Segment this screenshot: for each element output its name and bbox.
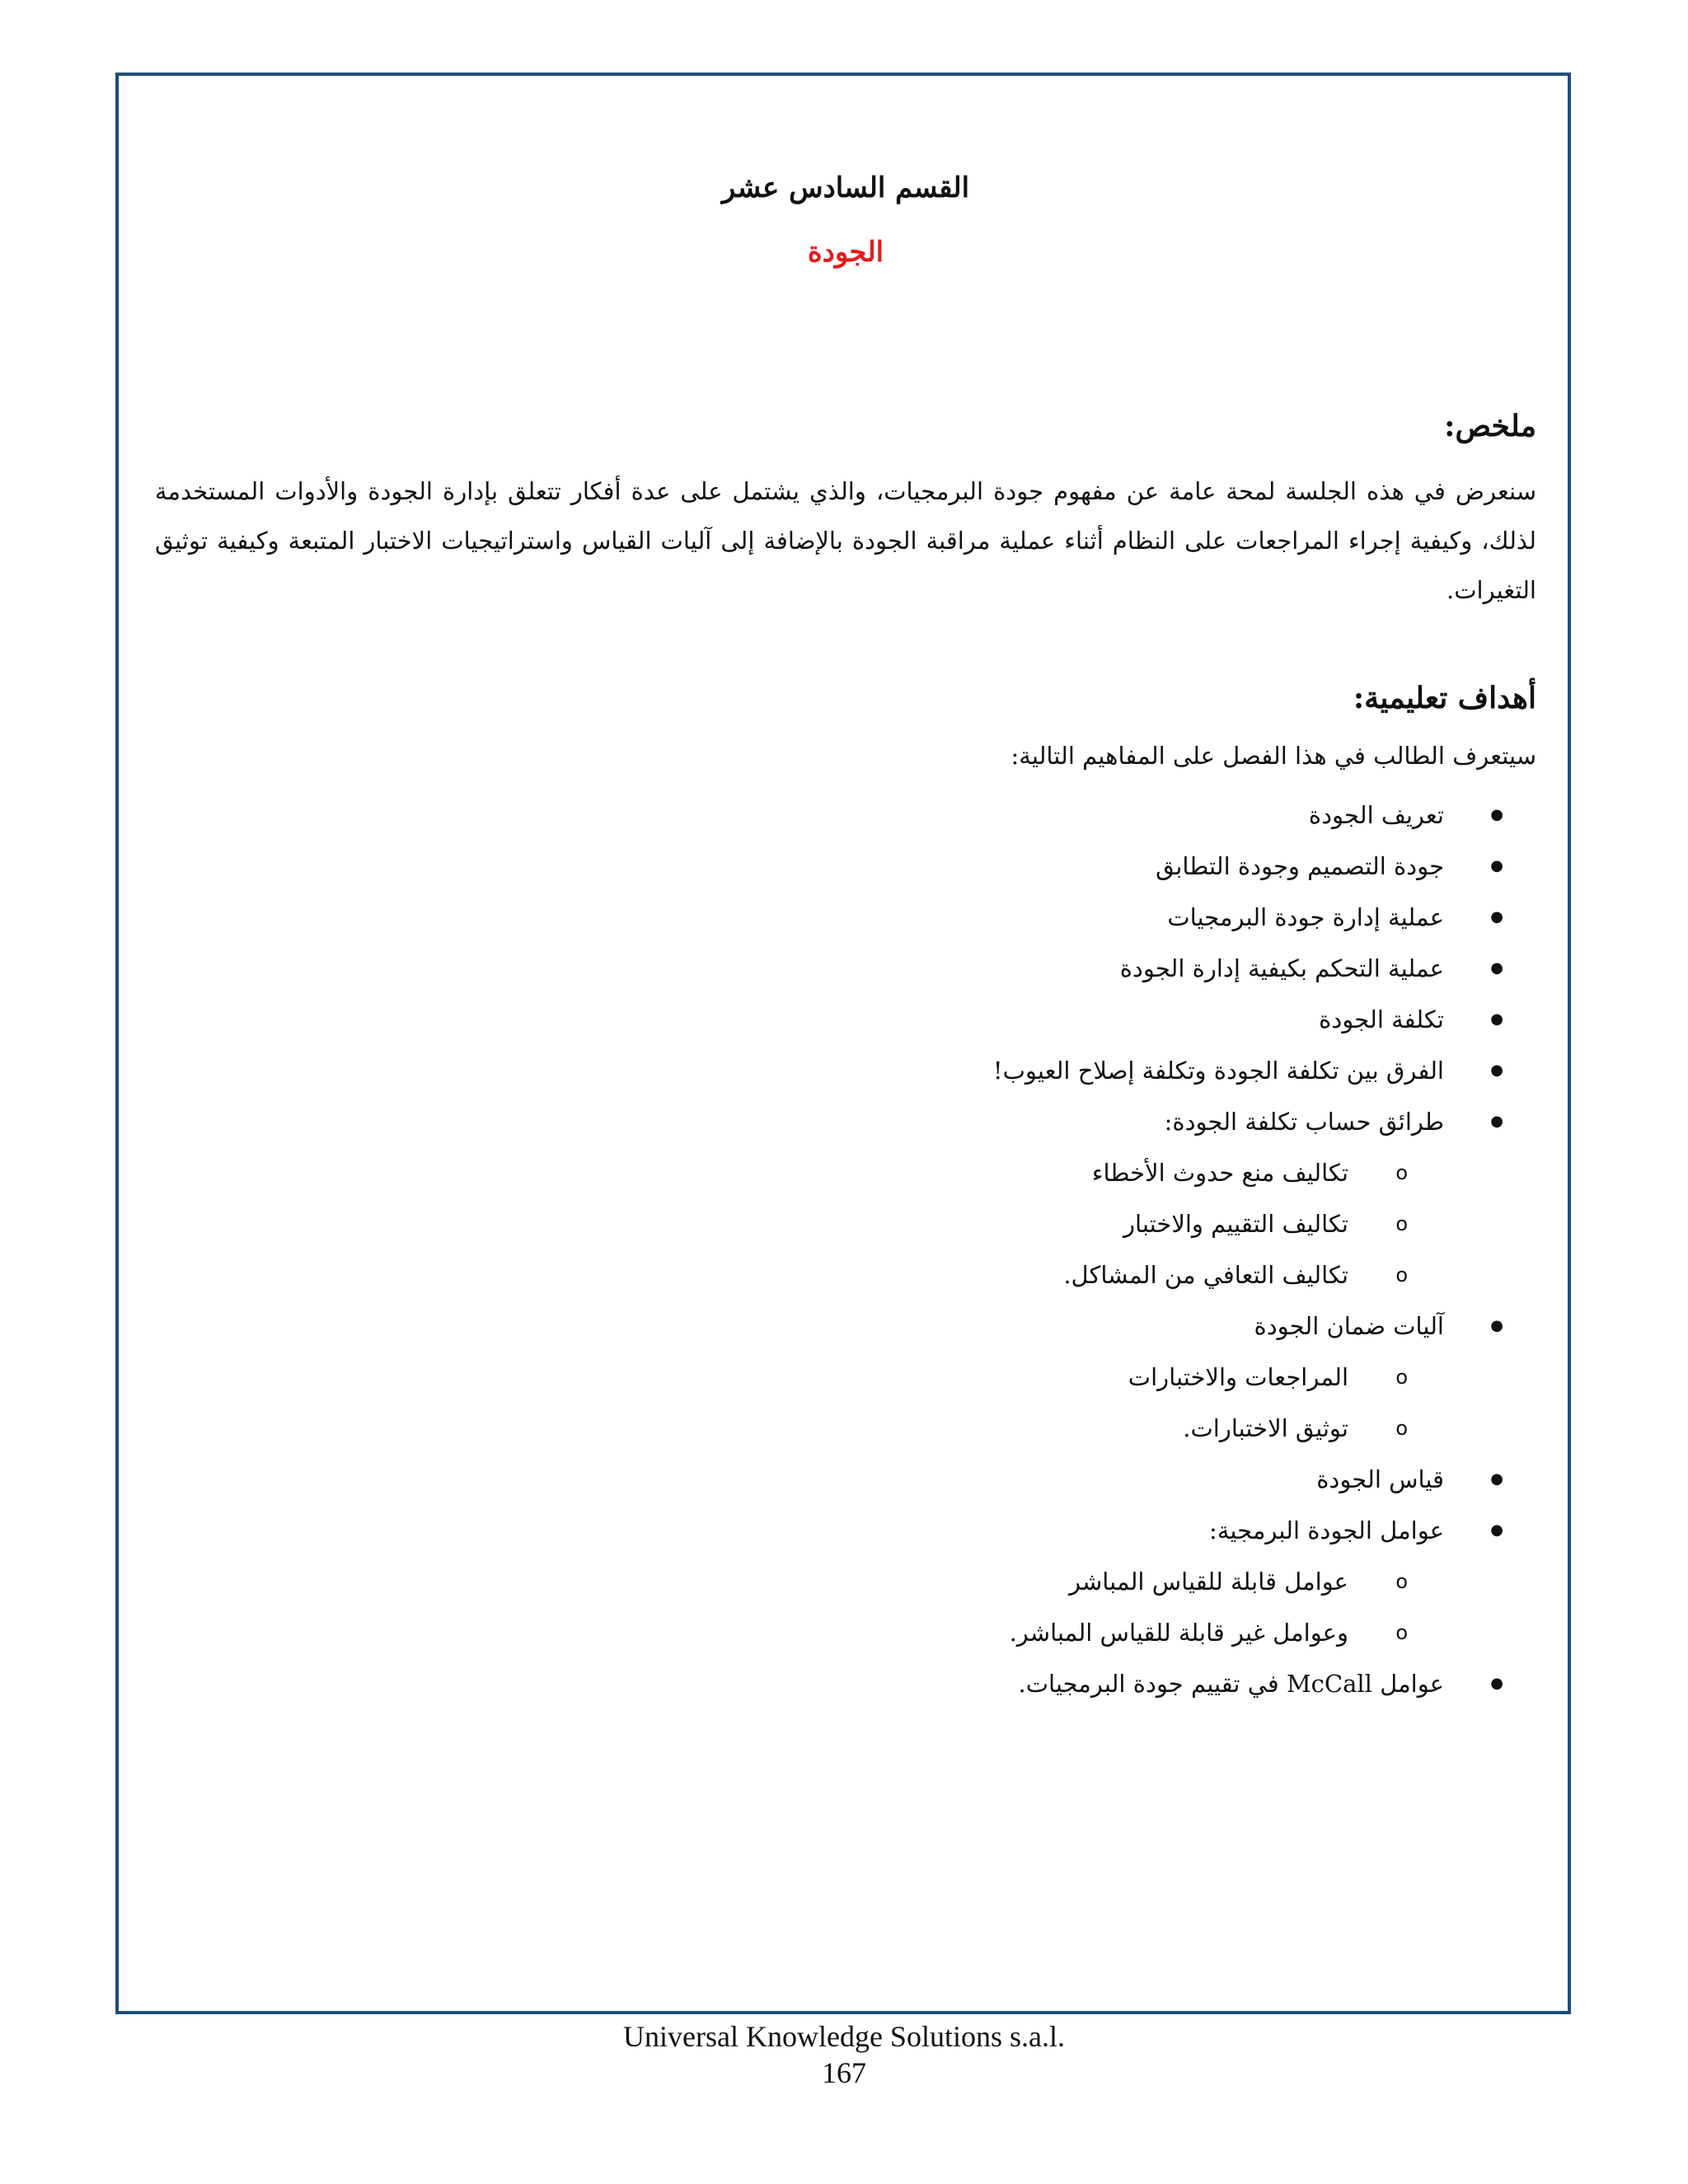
footer-company: Universal Knowledge Solutions s.a.l. xyxy=(623,2020,1065,2053)
objective-item xyxy=(155,892,1536,943)
circle-bullet-icon: o xyxy=(1395,1417,1408,1440)
objective-text: عوامل McCall في تقييم جودة البرمجيات. xyxy=(1018,1670,1444,1698)
objective-text: طرائق حساب تكلفة الجودة: xyxy=(1164,1108,1444,1136)
objective-item xyxy=(155,1505,1536,1556)
objective-text: عوامل قابلة للقياس المباشر xyxy=(1068,1568,1348,1596)
objective-item xyxy=(155,1096,1536,1147)
objective-item xyxy=(155,1045,1536,1096)
objective-subitem xyxy=(155,1147,1536,1198)
bullet-icon: ● xyxy=(1490,1521,1503,1539)
bullet-icon: ● xyxy=(1490,1113,1503,1130)
objective-text: الفرق بين تكلفة الجودة وتكلفة إصلاح العيوب! xyxy=(992,1057,1444,1085)
objectives-heading: أهداف تعليمية: xyxy=(1353,681,1536,715)
bullet-icon: ● xyxy=(1490,1675,1503,1692)
bullet-icon: ● xyxy=(1490,908,1503,926)
objectives-list xyxy=(155,790,1536,1709)
objective-item xyxy=(155,1658,1536,1709)
bullet-icon: ● xyxy=(1490,1062,1503,1079)
section-title: القسم السادس عشر xyxy=(721,171,970,204)
objective-text: تكلفة الجودة xyxy=(1319,1005,1444,1033)
bullet-icon: ● xyxy=(1490,1010,1503,1028)
chapter-name: الجودة xyxy=(807,236,884,269)
objective-subitem xyxy=(155,1556,1536,1607)
objective-text: توثيق الاختبارات. xyxy=(1183,1414,1348,1442)
objective-subitem xyxy=(155,1352,1536,1403)
bullet-icon: ● xyxy=(1490,1470,1503,1488)
bullet-icon: ● xyxy=(1490,806,1503,823)
objective-item xyxy=(155,1301,1536,1352)
circle-bullet-icon: o xyxy=(1395,1212,1408,1235)
bullet-icon: ● xyxy=(1490,959,1503,977)
objective-item xyxy=(155,841,1536,892)
objective-subitem xyxy=(155,1249,1536,1301)
objective-text: المراجعات والاختبارات xyxy=(1128,1363,1348,1391)
summary-paragraph: سنعرض في هذه الجلسة لمحة عامة عن مفهوم جودة البرمجيات، والذي يشتمل على عدة أفكار تتعلق بإدارة الجودة والأدوات المستخدمة لذلك، وكيفية إجراء المراجعات على النظام أثناء عملية مراقبة الجودة بالإضافة إلى آليات القياس واستراتيجيات الاختبار المتبعة وكيفية توثيق التغيرات. xyxy=(155,477,1536,604)
objective-text: عملية التحكم بكيفية إدارة الجودة xyxy=(1119,954,1444,982)
summary-heading: ملخص: xyxy=(1444,409,1536,443)
objective-text: آليات ضمان الجودة xyxy=(1254,1312,1444,1340)
page-number: 167 xyxy=(822,2056,866,2089)
bullet-icon: ● xyxy=(1490,857,1503,874)
objectives-intro: سيتعرف الطالب في هذا الفصل على المفاهيم التالية: xyxy=(1010,742,1536,770)
objective-text: تكاليف التعافي من المشاكل. xyxy=(1063,1261,1348,1289)
objective-text: تعريف الجودة xyxy=(1308,801,1444,829)
objective-text: قياس الجودة xyxy=(1316,1465,1444,1493)
objective-item xyxy=(155,790,1536,841)
objective-subitem xyxy=(155,1607,1536,1658)
circle-bullet-icon: o xyxy=(1395,1570,1408,1593)
objective-text: تكاليف التقييم والاختبار xyxy=(1123,1210,1348,1238)
bullet-icon: ● xyxy=(1490,1317,1503,1334)
objective-text: عوامل الجودة البرمجية: xyxy=(1209,1516,1444,1544)
circle-bullet-icon: o xyxy=(1395,1263,1408,1286)
circle-bullet-icon: o xyxy=(1395,1161,1408,1184)
objective-subitem xyxy=(155,1198,1536,1249)
objective-subitem xyxy=(155,1403,1536,1454)
objective-item xyxy=(155,994,1536,1045)
objective-text: عملية إدارة جودة البرمجيات xyxy=(1167,903,1444,931)
objective-text: جودة التصميم وجودة التطابق xyxy=(1156,852,1444,880)
objective-item xyxy=(155,943,1536,994)
objective-text: وعوامل غير قابلة للقياس المباشر. xyxy=(1009,1619,1348,1647)
circle-bullet-icon: o xyxy=(1395,1621,1408,1644)
objective-text: تكاليف منع حدوث الأخطاء xyxy=(1091,1159,1348,1187)
objective-item xyxy=(155,1454,1536,1505)
circle-bullet-icon: o xyxy=(1395,1366,1408,1389)
